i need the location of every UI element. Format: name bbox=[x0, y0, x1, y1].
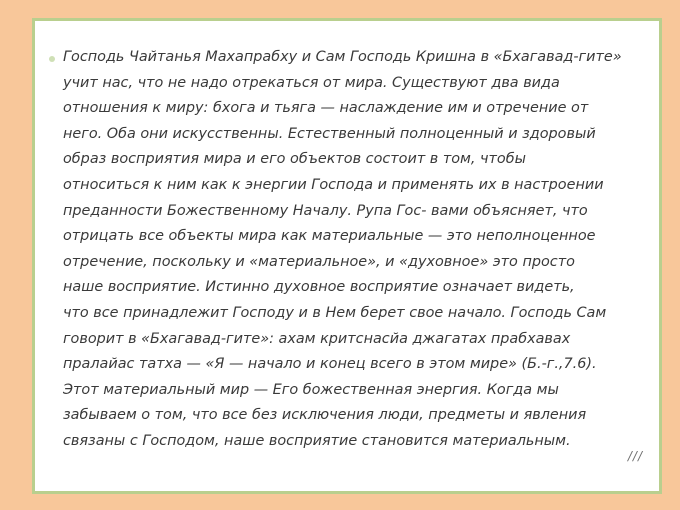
paragraph-line: пралайас татха — «Я — начало и конец всего в этом мире» (Б.-г.,7.6). bbox=[63, 356, 597, 373]
paragraph-line: Этот материальный мир — Его божественная энергия. Когда мы bbox=[63, 381, 559, 398]
paragraph-line: Господь Чайтанья Махапрабху и Сам Господь Кришна в «Бхагавад-гите» bbox=[63, 49, 622, 65]
paragraph-line: отречение, поскольку и «материальное», и «духовное» это просто bbox=[63, 253, 575, 270]
text-card bbox=[32, 18, 662, 494]
paragraph-line: отношения к миру: бхога и тьяга — наслаждение им и отречение от bbox=[63, 100, 589, 117]
paragraph-line: говорит в «Бхагавад-гите»: ахам критснасйа джагатах прабхавах bbox=[63, 330, 571, 347]
paragraph-line: отрицать все объекты мира как материальные — это неполноценное bbox=[63, 228, 596, 245]
paragraph-line: относиться к ним как к энергии Господа и применять их в настроении bbox=[63, 176, 604, 193]
bullet-marker bbox=[49, 56, 55, 62]
paragraph-line: преданности Божественному Началу. Рупа Гос- вами объясняет, что bbox=[63, 202, 588, 219]
paragraph-line: что все принадлежит Господу и в Нем берет свое начало. Господь Сам bbox=[63, 304, 607, 321]
paragraph-line: наше восприятие. Истинно духовное восприятие означает видеть, bbox=[63, 279, 575, 296]
paragraph bbox=[63, 45, 655, 455]
paragraph-line: учит нас, что не надо отрекаться от мира. Существуют два вида bbox=[63, 74, 560, 91]
paragraph-line: связаны с Господом, наше восприятие становится материальным. bbox=[63, 432, 571, 449]
paragraph-line: него. Оба они искусственны. Естественный полноценный и здоровый bbox=[63, 125, 596, 142]
paragraph-line: забываем о том, что все без исключения люди, предметы и явления bbox=[63, 407, 587, 424]
paragraph-line: образ восприятия мира и его объектов состоит в том, чтобы bbox=[63, 151, 526, 168]
end-mark: /// bbox=[627, 449, 643, 463]
